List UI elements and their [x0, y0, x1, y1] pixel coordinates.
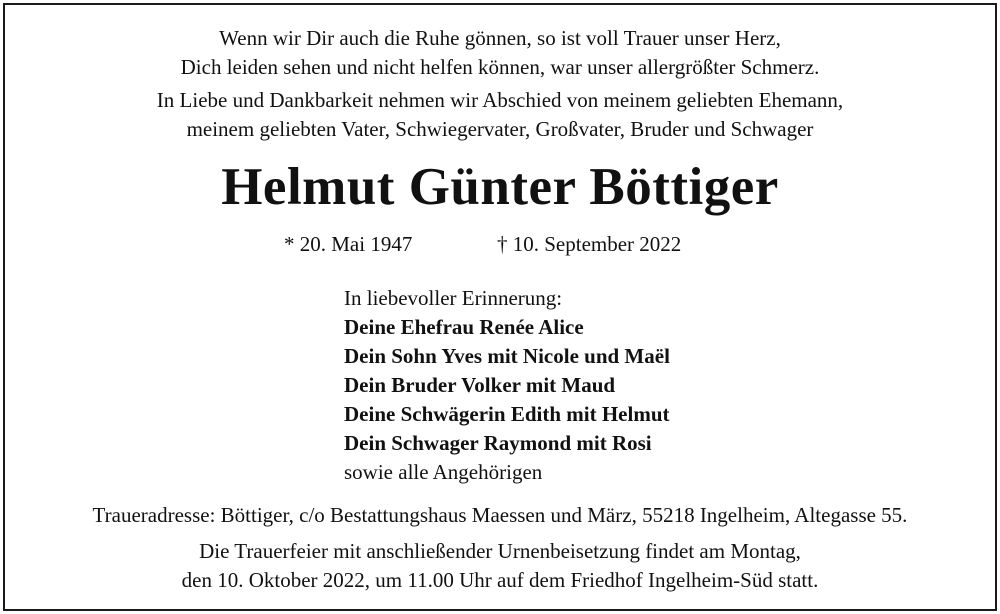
service-details	[0, 537, 1000, 595]
death-date: † 10. September 2022	[497, 232, 682, 256]
verse-line: Dich leiden sehen und nicht helfen können, war unser allergrößter Schmerz.	[180, 55, 820, 79]
service-line: den 10. Oktober 2022, um 11.00 Uhr auf dem Friedhof Ingelheim-Süd statt.	[181, 568, 819, 592]
intro-line: meinem geliebten Vater, Schwiegervater, Großvater, Bruder und Schwager	[186, 117, 814, 141]
birth-date: * 20. Mai 1947	[284, 232, 413, 256]
mourner-name: Dein Sohn Yves mit Nicole und Maël	[344, 344, 670, 368]
mourners-closing: sowie alle Angehörigen	[344, 460, 543, 484]
mourners-list	[344, 284, 670, 487]
mourners-heading: In liebevoller Erinnerung:	[344, 286, 563, 310]
mourner-name: Deine Ehefrau Renée Alice	[344, 315, 584, 339]
service-line: Die Trauerfeier mit anschließender Urnenbeisetzung findet am Montag,	[199, 539, 801, 563]
mourner-name: Deine Schwägerin Edith mit Helmut	[344, 402, 670, 426]
verse	[0, 24, 1000, 82]
deceased-name: Helmut Günter Böttiger	[221, 158, 779, 216]
mourning-address: Traueradresse: Böttiger, c/o Bestattungshaus Maessen und März, 55218 Ingelheim, Altegasse 55.	[92, 503, 908, 527]
mourner-name: Dein Bruder Volker mit Maud	[344, 373, 616, 397]
mourner-name: Dein Schwager Raymond mit Rosi	[344, 431, 652, 455]
intro-line: In Liebe und Dankbarkeit nehmen wir Abschied von meinem geliebten Ehemann,	[156, 88, 844, 112]
verse-line: Wenn wir Dir auch die Ruhe gönnen, so ist voll Trauer unser Herz,	[219, 26, 781, 50]
intro-text	[0, 86, 1000, 144]
